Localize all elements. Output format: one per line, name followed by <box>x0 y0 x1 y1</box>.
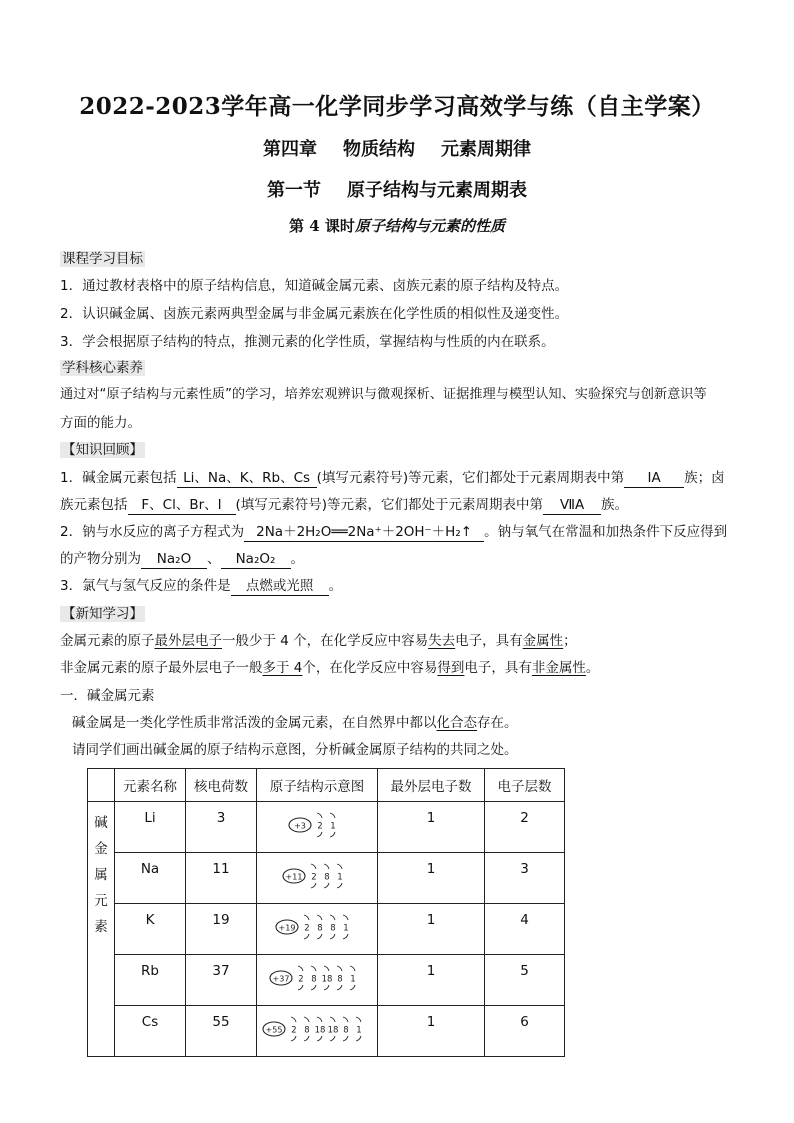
shell-arc-top <box>343 915 348 920</box>
atomic-structure-diagram <box>280 861 355 891</box>
shell-arc-top <box>311 966 316 971</box>
nuclear-charge-cell: 19 <box>186 904 257 955</box>
shell-arc-top <box>350 966 355 971</box>
answer-blank: Na₂O <box>141 550 207 569</box>
nucleus-charge: +11 <box>285 872 302 882</box>
shell-arc-bottom <box>317 832 322 837</box>
shell-arc-top <box>330 1017 335 1022</box>
nucleus-charge: +55 <box>265 1025 283 1035</box>
answer-blank: ⅠA <box>624 469 684 488</box>
section-heading <box>0 176 794 202</box>
element-name-cell: Rb <box>115 955 186 1006</box>
table-header-corner <box>88 769 115 802</box>
shell-electron-count: 8 <box>330 923 336 934</box>
review-q3: 3．氯气与氢气反应的条件是 点燃或光照 。 <box>60 578 343 594</box>
element-name-cell: Na <box>115 853 186 904</box>
shell-arc-top <box>356 1017 361 1022</box>
chapter-name-part1: 物质结构 <box>343 139 415 160</box>
table-header-cell: 元素名称 <box>115 769 186 802</box>
outer-electrons-cell: 1 <box>378 904 485 955</box>
shell-arc-bottom <box>350 985 355 990</box>
shell-electron-count: 2 <box>297 974 304 985</box>
shell-electron-count: 2 <box>310 872 317 883</box>
nuclear-charge-cell: 11 <box>186 853 257 904</box>
shell-arc-top <box>330 915 335 920</box>
shell-electron-count: 1 <box>330 821 336 832</box>
shell-count-cell: 5 <box>485 955 565 1006</box>
lesson-heading <box>0 215 794 236</box>
table-row <box>88 904 565 955</box>
shell-electron-count: 1 <box>336 872 343 883</box>
shell-count-cell: 4 <box>485 904 565 955</box>
shell-arc-bottom <box>337 883 342 888</box>
part1-heading: 一．碱金属元素 <box>60 688 155 704</box>
shell-arc-bottom <box>304 934 309 939</box>
shell-electron-count: 8 <box>343 1025 349 1036</box>
shell-arc-bottom <box>311 883 316 888</box>
review-q2-line2: 的产物分别为 Na₂O 、 Na₂O₂ 。 <box>60 551 304 567</box>
goal-item: 3．学会根据原子结构的特点，推测元素的化学性质，掌握结构与性质的内在联系。 <box>60 334 555 350</box>
shell-electron-count: 1 <box>343 923 349 934</box>
outer-electrons-cell: 1 <box>378 1006 485 1057</box>
document-title: 2022-2023学年高一化学同步学习高效学与练（自主学案） <box>79 93 715 120</box>
outer-electrons-cell: 1 <box>378 853 485 904</box>
chapter-heading <box>0 135 794 161</box>
shell-arc-top <box>298 966 303 971</box>
core-text-line2: 方面的能力。 <box>60 415 141 431</box>
shell-arc-top <box>337 864 342 869</box>
element-name-cell: Cs <box>115 1006 186 1057</box>
shell-electron-count: 8 <box>323 872 330 883</box>
table-header-cell: 原子结构示意图 <box>257 769 378 802</box>
core-heading: 学科核心素养 <box>62 360 143 376</box>
shell-arc-top <box>324 864 329 869</box>
nuclear-charge-cell: 37 <box>186 955 257 1006</box>
shell-electron-count: 2 <box>304 923 310 934</box>
answer-blank: Li、Na、K、Rb、Cs <box>177 469 317 488</box>
shell-electron-count: 2 <box>291 1025 297 1036</box>
review-q1-line2: 族元素包括 F、Cl、Br、I (填写元素符号)等元素，它们都处于元素周期表中第 ⅦA 族。 <box>60 497 629 513</box>
atomic-diagram-cell <box>257 853 378 904</box>
review-q1-line1: 1．碱金属元素包括 Li、Na、K、Rb、Cs (填写元素符号)等元素，它们都处于元素周期表中第 ⅠA 族；卤 <box>60 470 725 486</box>
shell-count-cell: 6 <box>485 1006 565 1057</box>
shell-electron-count: 18 <box>321 974 332 985</box>
shell-count-cell: 3 <box>485 853 565 904</box>
table-header-row <box>88 769 565 802</box>
goal-item: 2．认识碱金属、卤族元素两典型金属与非金属元素族在化学性质的相似性及递变性。 <box>60 306 569 322</box>
shell-arc-top <box>304 1017 309 1022</box>
shell-electron-count: 1 <box>356 1025 362 1036</box>
answer-blank: Na₂O₂ <box>221 550 291 569</box>
part1-paragraph1: 碱金属是一类化学性质非常活泼的金属元素，在自然界中都以化合态存在。 <box>72 715 518 731</box>
shell-arc-bottom <box>298 985 303 990</box>
shell-electron-count: 2 <box>317 821 323 832</box>
section-name: 原子结构与元素周期表 <box>347 180 527 201</box>
atomic-structure-diagram <box>286 810 348 840</box>
shell-arc-bottom <box>291 1036 296 1041</box>
shell-arc-bottom <box>337 985 342 990</box>
shell-electron-count: 1 <box>349 974 356 985</box>
chapter-name-part2: 元素周期律 <box>441 139 531 160</box>
shell-arc-bottom <box>317 1036 322 1041</box>
answer-blank: 2Na＋2H₂O══2Na⁺＋2OH⁻＋H₂↑ <box>244 523 484 542</box>
atomic-structure-diagram <box>273 912 361 942</box>
shell-electron-count: 8 <box>304 1025 310 1036</box>
answer-blank: ⅦA <box>543 496 601 515</box>
shell-arc-bottom <box>304 1036 309 1041</box>
atomic-diagram-cell <box>257 955 378 1006</box>
table-row <box>88 955 565 1006</box>
shell-count-cell: 2 <box>485 802 565 853</box>
shell-arc-bottom <box>324 985 329 990</box>
shell-arc-top <box>317 1017 322 1022</box>
shell-electron-count: 8 <box>336 974 343 985</box>
goal-item: 1．通过教材表格中的原子结构信息，知道碱金属元素、卤族元素的原子结构及特点。 <box>60 278 569 294</box>
chapter-number: 第四章 <box>263 139 317 160</box>
shell-arc-top <box>324 966 329 971</box>
nuclear-charge-cell: 55 <box>186 1006 257 1057</box>
shell-electron-count: 18 <box>314 1025 326 1036</box>
nucleus-charge: +19 <box>278 923 296 933</box>
newlearn-line2: 非金属元素的原子最外层电子一般多于 4个，在化学反应中容易得到电子，具有非金属性。 <box>60 660 600 676</box>
shell-arc-bottom <box>343 1036 348 1041</box>
table-header-cell: 电子层数 <box>485 769 565 802</box>
shell-arc-bottom <box>330 934 335 939</box>
shell-arc-bottom <box>330 832 335 837</box>
shell-arc-top <box>330 813 335 818</box>
shell-arc-top <box>311 864 316 869</box>
table-row <box>88 802 565 853</box>
atomic-diagram-cell <box>257 904 378 955</box>
core-text-line1: 通过对“原子结构与元素性质”的学习，培养宏观辨识与微观探析、证据推理与模型认知、实验探究与创新意识等 <box>60 387 707 402</box>
alkali-metal-table <box>87 768 565 1057</box>
nucleus-charge: +37 <box>272 974 289 984</box>
shell-arc-bottom <box>317 934 322 939</box>
atomic-diagram-cell <box>257 802 378 853</box>
newlearn-line1: 金属元素的原子最外层电子一般少于 4 个，在化学反应中容易失去电子，具有金属性； <box>60 633 577 649</box>
atomic-diagram-cell <box>257 1006 378 1057</box>
table-row <box>88 1006 565 1057</box>
newlearn-heading: 【新知学习】 <box>62 606 143 622</box>
part1-paragraph2: 请同学们画出碱金属的原子结构示意图，分析碱金属原子结构的共同之处。 <box>72 742 518 758</box>
shell-arc-top <box>291 1017 296 1022</box>
outer-electrons-cell: 1 <box>378 955 485 1006</box>
element-name-cell: K <box>115 904 186 955</box>
shell-arc-top <box>343 1017 348 1022</box>
atomic-structure-diagram <box>267 963 368 993</box>
nucleus-charge: +3 <box>294 821 306 831</box>
goals-heading: 课程学习目标 <box>62 251 143 267</box>
lesson-number: 第 4 课时 <box>289 217 355 235</box>
shell-arc-top <box>317 813 322 818</box>
shell-arc-bottom <box>343 934 348 939</box>
shell-arc-bottom <box>311 985 316 990</box>
section-number: 第一节 <box>267 180 321 201</box>
nuclear-charge-cell: 3 <box>186 802 257 853</box>
table-header-cell: 核电荷数 <box>186 769 257 802</box>
shell-arc-bottom <box>330 1036 335 1041</box>
shell-arc-top <box>317 915 322 920</box>
answer-blank: 点燃或光照 <box>231 577 329 596</box>
table-row <box>88 853 565 904</box>
element-name-cell: Li <box>115 802 186 853</box>
shell-arc-top <box>337 966 342 971</box>
lesson-name: 原子结构与元素的性质 <box>354 217 505 235</box>
shell-arc-bottom <box>324 883 329 888</box>
outer-electrons-cell: 1 <box>378 802 485 853</box>
review-heading: 【知识回顾】 <box>62 442 143 458</box>
shell-electron-count: 18 <box>327 1025 339 1036</box>
answer-blank: F、Cl、Br、I <box>128 496 236 515</box>
shell-arc-top <box>304 915 309 920</box>
table-header-cell: 最外层电子数 <box>378 769 485 802</box>
shell-electron-count: 8 <box>310 974 317 985</box>
shell-arc-bottom <box>356 1036 361 1041</box>
group-label: 碱 金 属 元 素 <box>88 802 115 1057</box>
review-q2-line1: 2．钠与水反应的离子方程式为 2Na＋2H₂O══2Na⁺＋2OH⁻＋H₂↑ 。钠与氧气在常温和加热条件下反应得到 <box>60 524 728 540</box>
atomic-structure-diagram <box>260 1014 374 1044</box>
shell-electron-count: 8 <box>317 923 323 934</box>
